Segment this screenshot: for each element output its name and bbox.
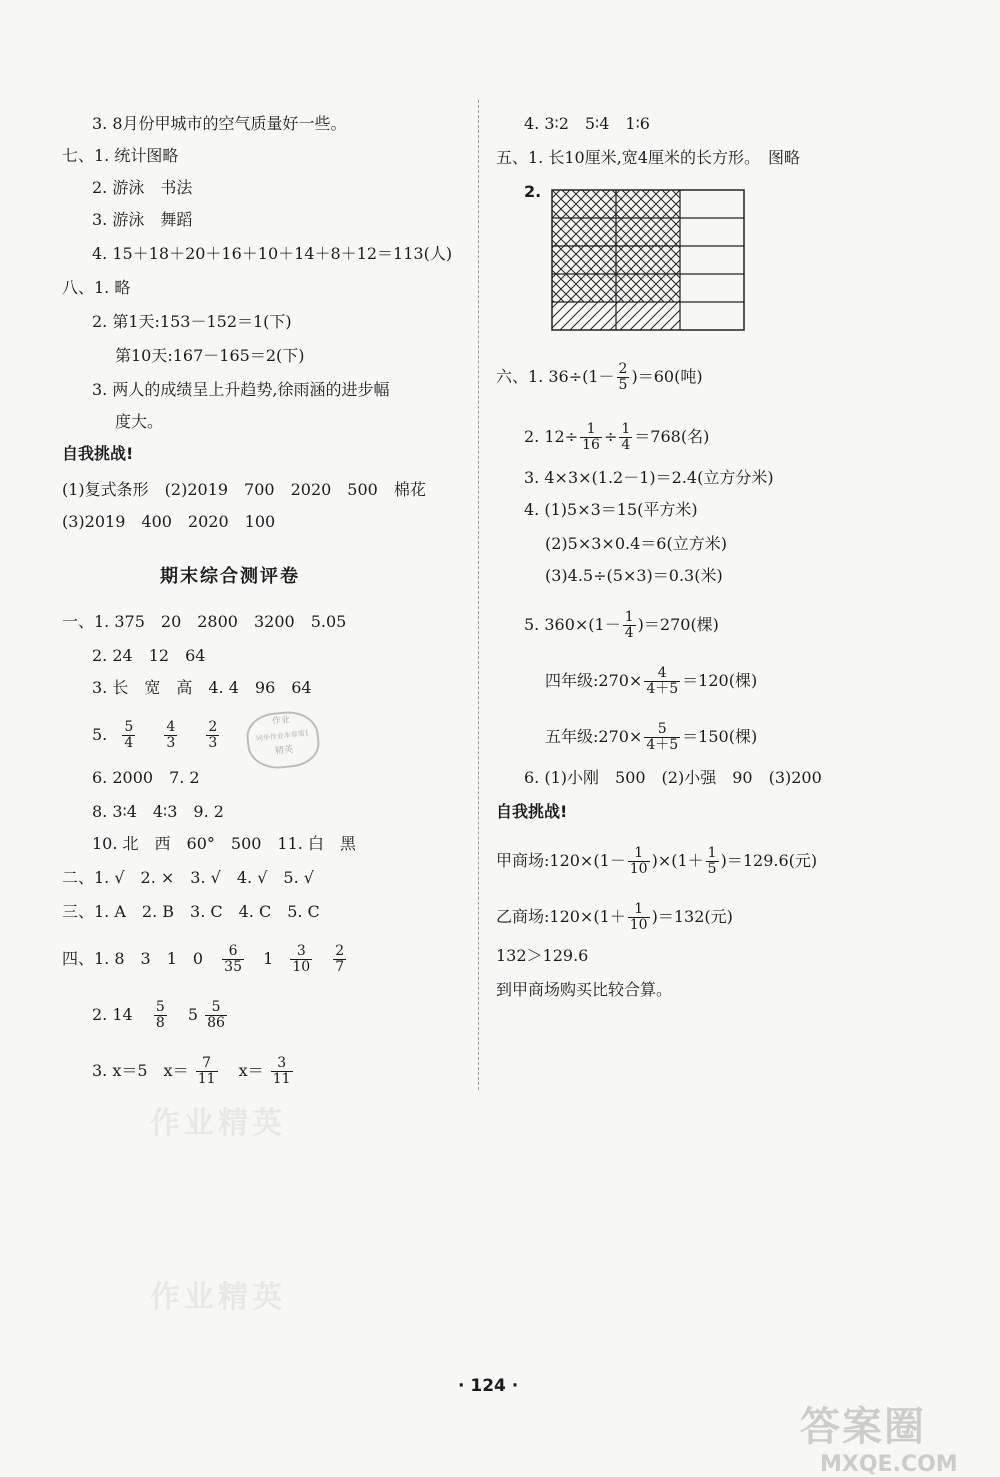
answer-line-fractions: 5. $\frac{5}{4}$ $\frac{4}{3}$ $\frac{2}{3}$ [92,719,218,751]
fraction: $\frac{2}{3}$ [208,719,218,751]
section-heading: 自我挑战! [62,444,134,463]
answer-line-fractions: 5. 360×(1－ $\frac{1}{4}$ )＝270(棵) [524,609,719,641]
answer-line: (1)复式条形 (2)2019 700 2020 500 棉花 [62,480,426,499]
answer-line: (2)5×3×0.4＝6(立方米) [545,534,727,553]
answer-line-fractions: 四年级:270× $\frac{4}{4+5}$ ＝120(棵) [545,665,758,697]
fraction: $\frac{5}{4+5}$ [646,721,679,753]
answer-line: 4. (1)5×3＝15(平方米) [524,500,698,519]
answer-line: 2. 游泳 书法 [92,178,193,197]
answer-line: (3)4.5÷(5×3)＝0.3(米) [545,566,723,585]
answer-line: 到甲商场购买比较合算。 [496,980,673,999]
answer-line: 3. 4×3×(1.2－1)＝2.4(立方分米) [524,468,774,487]
answer-line-fractions: 四、1. 8 3 1 0 $\frac{6}{35}$ 1 $\frac{3}{10}$ $\frac{2}{7}$ [62,943,345,975]
answer-line-fractions: 五年级:270× $\frac{5}{4+5}$ ＝150(棵) [545,721,758,753]
answer-line: 3. 两人的成绩呈上升趋势,徐雨涵的进步幅 [92,380,390,399]
fraction: $\frac{3}{11}$ [272,1055,291,1087]
answer-line-fractions: 六、1. 36÷(1－ $\frac{2}{5}$ )＝60(吨) [496,361,703,393]
answer-line: 6. 2000 7. 2 [92,768,200,787]
answer-line: 二、1. √ 2. × 3. √ 4. √ 5. √ [62,868,314,887]
stamp-seal: 作业 同步作业本章第1 精英 [244,708,321,771]
fraction: $\frac{4}{4+5}$ [646,665,679,697]
answer-line: 2. [524,182,542,201]
fraction: $\frac{7}{11}$ [197,1055,216,1087]
ghost-watermark-upper: 作业精英 [150,1106,286,1141]
fraction: $\frac{1}{10}$ [629,901,648,933]
answer-line: 3. 8月份甲城市的空气质量好一些。 [92,114,347,133]
answer-line: 3. 游泳 舞蹈 [92,210,193,229]
section-heading: 自我挑战! [496,802,568,821]
answer-line: 一、1. 375 20 2800 3200 5.05 [62,612,347,631]
answer-line-fractions: 甲商场:120×(1－ $\frac{1}{10}$ )×(1＋ $\frac{1}{5}$ )＝129.6(元) [496,845,818,877]
fraction: $\frac{3}{10}$ [292,943,311,975]
shaded-rectangle-figure [551,189,745,331]
answer-line-fractions: 3. x＝5 x＝ $\frac{7}{11}$ x＝ $\frac{3}{11}$ [92,1055,291,1087]
answer-line: (3)2019 400 2020 100 [62,512,276,531]
answer-line: 3. 长 宽 高 4. 4 96 64 [92,678,312,697]
answer-line: 第10天:167－165＝2(下) [115,346,305,365]
fraction: $\frac{1}{5}$ [707,845,717,877]
exam-title: 期末综合测评卷 [160,566,300,587]
answer-line: 6. (1)小刚 500 (2)小强 90 (3)200 [524,768,822,787]
answer-line-fractions: 2. 12÷ $\frac{1}{16}$ ÷ $\frac{1}{4}$ ＝768(名) [524,421,710,453]
fraction: $\frac{5}{4}$ [124,719,134,751]
fraction: $\frac{1}{4}$ [624,609,634,641]
fraction: $\frac{1}{16}$ [582,421,600,453]
site-watermark: 答案圈 MXQE.COM [800,1404,958,1477]
page-number: · 124 · [458,1376,519,1396]
fraction: $\frac{1}{10}$ [629,845,648,877]
answer-line: 2. 24 12 64 [92,646,206,665]
ghost-watermark-lower: 作业精英 [150,1280,286,1315]
answer-line: 132＞129.6 [496,946,589,965]
column-divider [478,100,479,1090]
fraction: $\frac{6}{35}$ [224,943,242,975]
fraction: $\frac{5}{8}$ [155,999,165,1031]
answer-line: 2. 第1天:153－152＝1(下) [92,312,292,331]
answer-line: 4. 3∶2 5∶4 1∶6 [524,114,650,133]
answer-line: 八、1. 略 [62,278,131,297]
answer-line-fractions: 乙商场:120×(1＋ $\frac{1}{10}$ )＝132(元) [496,901,733,933]
answer-line: 4. 15＋18＋20＋16＋10＋14＋8＋12＝113(人) [92,244,453,263]
fraction: $\frac{5}{86}$ [207,999,225,1031]
fraction: $\frac{2}{5}$ [618,361,628,393]
answer-line: 8. 3∶4 4∶3 9. 2 [92,802,224,821]
answer-line: 五、1. 长10厘米,宽4厘米的长方形。 图略 [496,148,800,167]
answer-line: 10. 北 西 60° 500 11. 白 黑 [92,834,356,853]
answer-line: 度大。 [115,412,164,431]
fraction: $\frac{1}{4}$ [621,421,631,453]
fraction: $\frac{4}{3}$ [166,719,176,751]
fraction: $\frac{2}{7}$ [335,943,345,975]
answer-line: 三、1. A 2. B 3. C 4. C 5. C [62,902,320,921]
answer-line-fractions: 2. 14 $\frac{5}{8}$ 5 $\frac{5}{86}$ [92,999,225,1031]
answer-line: 七、1. 统计图略 [62,146,179,165]
